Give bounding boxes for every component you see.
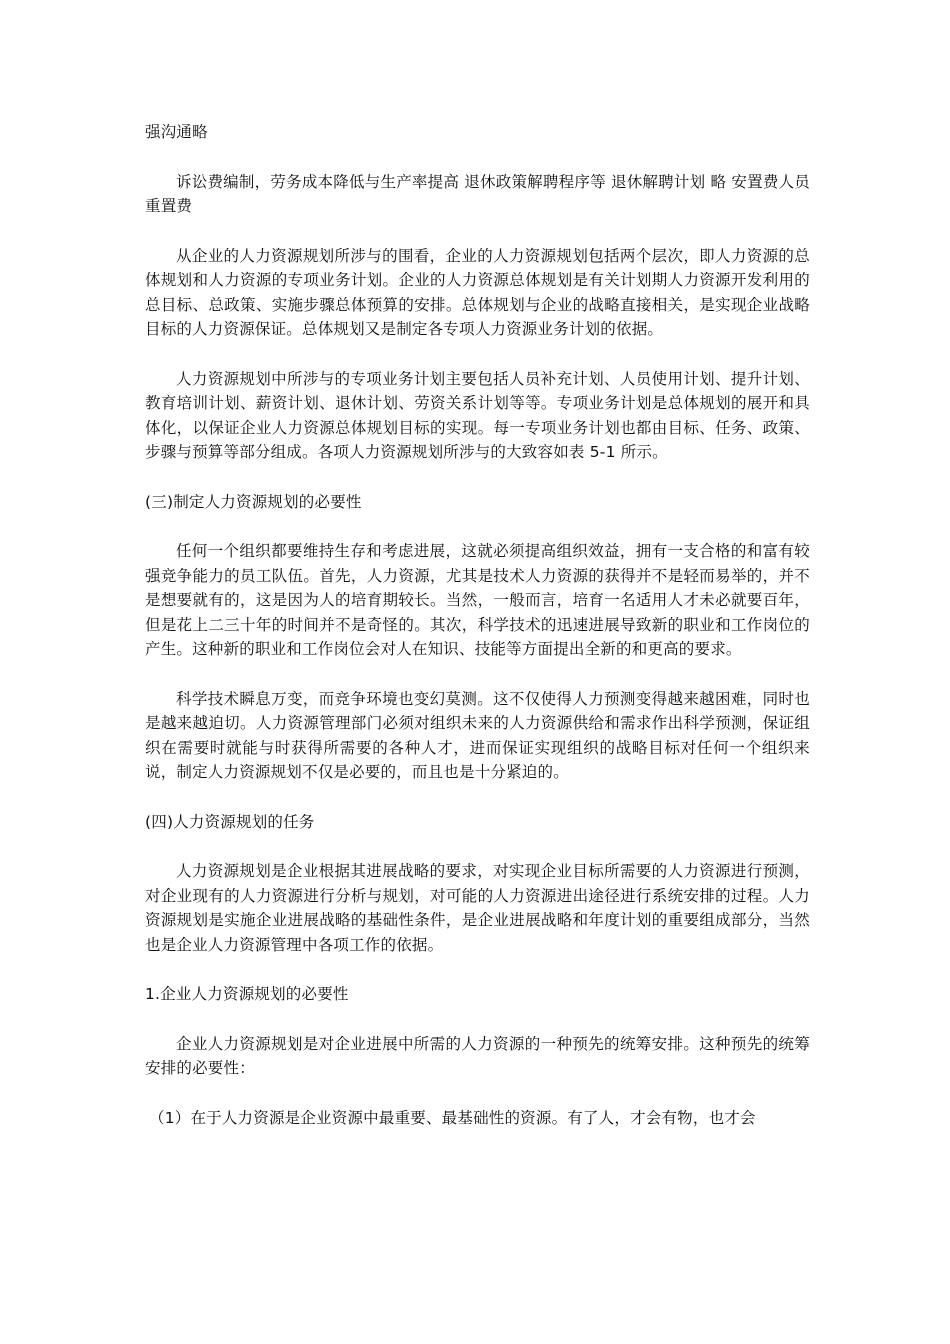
paragraph-cost-items: 诉讼费编制，劳务成本降低与生产率提高 退休政策解聘程序等 退休解聘计划 略 安置费人员重置费 (145, 172, 810, 215)
subsection-heading-necessity: 1.企业人力资源规划的必要性 (145, 985, 349, 1003)
paragraph-advance-arrangement: 企业人力资源规划是对企业进展中所需的人力资源的一种预先的统筹安排。这种预先的统筹安排的必要性： (145, 1034, 810, 1077)
paragraph-technology-change: 科学技术瞬息万变，而竞争环境也变幻莫测。这不仅使得人力预测变得越来越困难，同时也是越来越迫切。人力资源管理部门必须对组织未来的人力资源供给和需求作出科学预测，保证组织在需要时就能与时获得所需要的各种人才，进而保证实现组织的战略目标对任何一个组织来说，制定人力资源规划不仅是必要的，而且也是十分紧迫的。 (145, 689, 810, 781)
paragraph-fragment-heading: 强沟通略 (145, 123, 208, 141)
section-heading-tasks: (四)人力资源规划的任务 (145, 812, 315, 831)
paragraph-organization-survival: 任何一个组织都要维持生存和考虑进展，这就必须提高组织效益，拥有一支合格的和富有较强竞争能力的员工队伍。首先，人力资源，尤其是技术人力资源的获得并不是轻而易举的，并不是想要就有的，这是因为人的培育期较长。当然，一般而言，培育一名适用人才未必就要百年，但是花上二三十年的时间并不是奇怪的。其次，科学技术的迅速进展导致新的职业和工作岗位的产生。这种新的职业和工作岗位会对人在知识、技能等方面提出全新的和更高的要求。 (145, 542, 810, 658)
paragraph-planning-levels: 从企业的人力资源规划所涉与的围看，企业的人力资源规划包括两个层次，即人力资源的总体规划和人力资源的专项业务计划。企业的人力资源总体规划是有关计划期人力资源开发利用的总目标、总政策、实施步骤总体预算的安排。总体规划与企业的战略直接相关，是实现企业战略目标的人力资源保证。总体规划又是制定各专项人力资源业务计划的依据。 (145, 246, 810, 338)
document-page (145, 120, 810, 1130)
list-item-1: （1）在于人力资源是企业资源中最重要、最基础性的资源。有了人，才会有物，也才会 (149, 1108, 756, 1127)
paragraph-special-plans: 人力资源规划中所涉与的专项业务计划主要包括人员补充计划、人员使用计划、提升计划、教育培训计划、薪资计划、退休计划、劳资关系计划等等。专项业务计划是总体规划的展开和具体化，以保证企业人力资源总体规划目标的实现。每一专项业务计划也都由目标、任务、政策、步骤与预算等部分组成。各项人力资源规划所涉与的大致容如表 5-1 所示。 (145, 369, 810, 461)
section-heading-necessity: (三)制定人力资源规划的必要性 (145, 492, 362, 511)
paragraph-planning-definition: 人力资源规划是企业根据其进展战略的要求，对实现企业目标所需要的人力资源进行预测，对企业现有的人力资源进行分析与规划，对可能的人力资源进出途径进行系统安排的过程。人力资源规划是实施企业进展战略的基础性条件，是企业进展战略和年度计划的重要组成部分，当然也是企业人力资源管理中各项工作的依据。 (145, 862, 810, 954)
